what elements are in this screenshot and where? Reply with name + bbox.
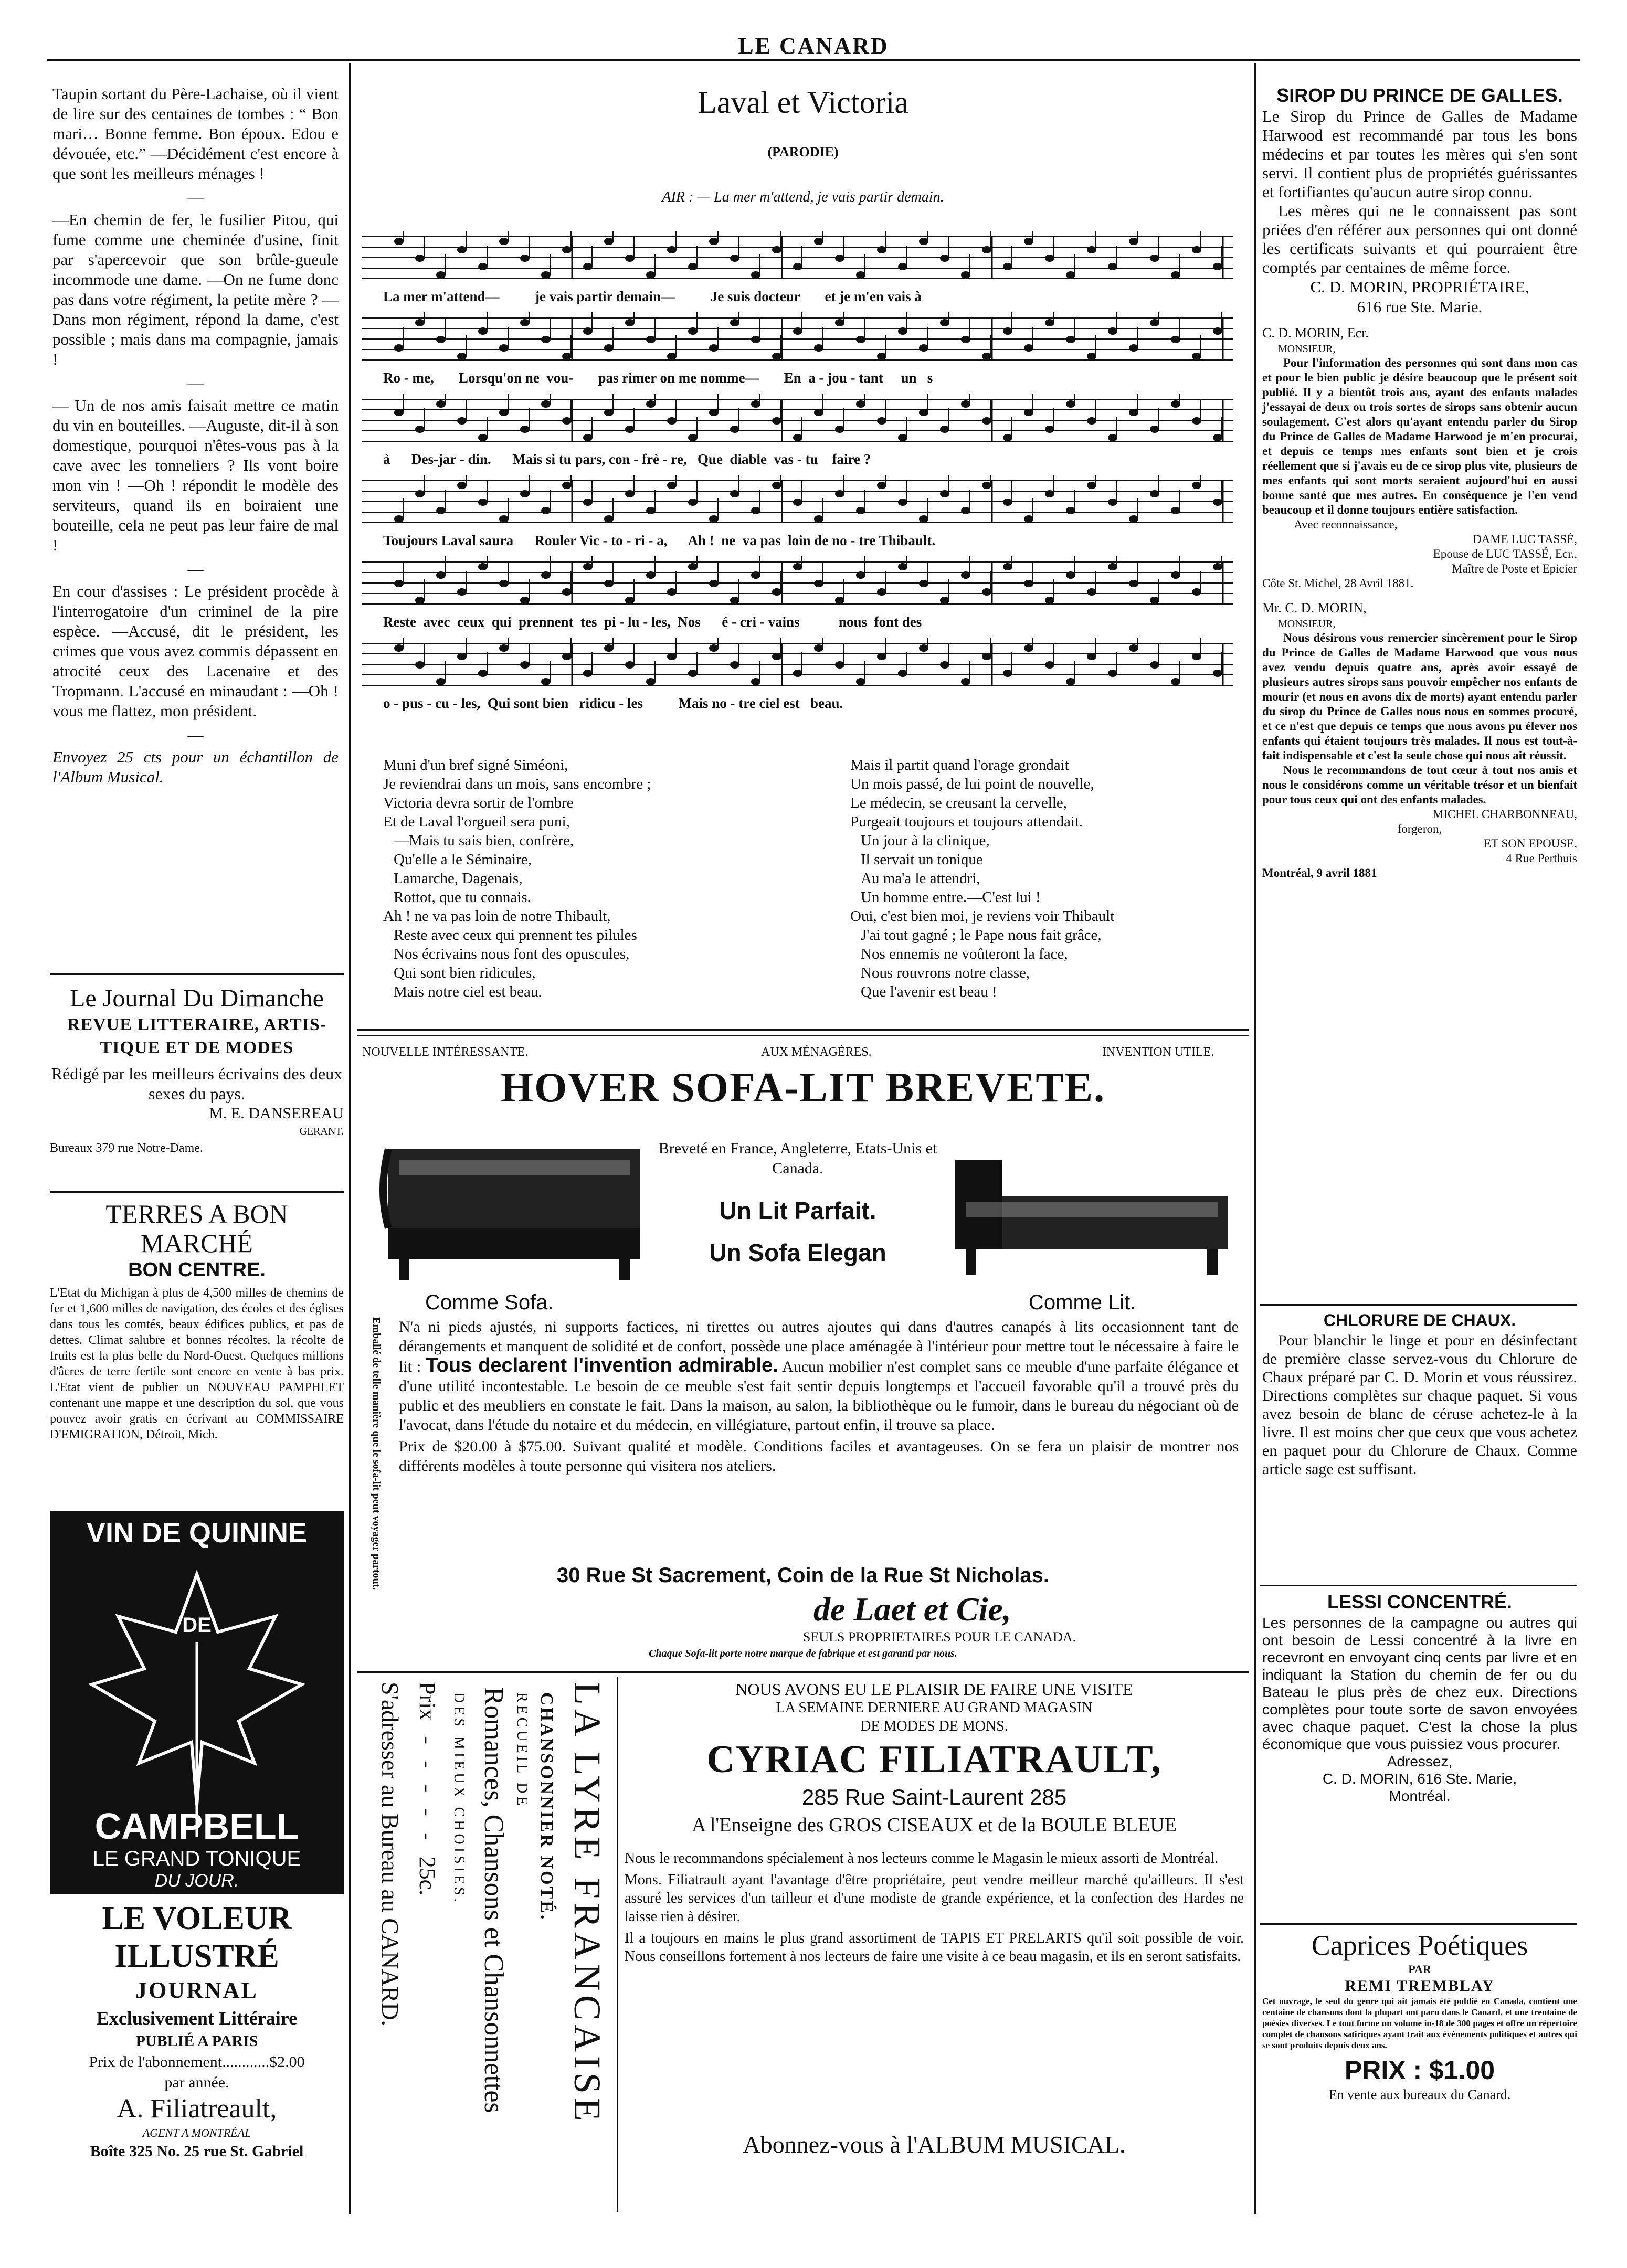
right-sep-2 [1260, 1585, 1577, 1586]
letter1-date: Côte St. Michel, 28 Avril 1881. [1262, 577, 1414, 590]
lyric-line: Ro - me, Lorsqu'on ne vou- pas rimer on me nomme— En a - jou - tant un s [383, 370, 933, 386]
letter2-sig2: forgeron, [1397, 822, 1442, 835]
verse-line: J'ai tout gagné ; le Pape nous fait grâce, [861, 927, 1102, 944]
voleur-agent-role: AGENT A MONTRÉAL [142, 2126, 251, 2139]
journal-office: Bureaux 379 rue Notre-Dame. [50, 1141, 203, 1155]
letter2-addr: 4 Rue Perthuis [1506, 852, 1577, 865]
voleur-title: LE VOLEUR ILLUSTRÉ [102, 1901, 292, 1974]
sofa-address: 30 Rue St Sacrement, Coin de la Rue St Nicholas. [556, 1564, 1050, 1587]
caprices-title: Caprices Poétiques [1311, 1930, 1528, 1961]
voleur-agent: A. Filiatreault, [117, 2094, 277, 2124]
caprices-par: PAR [1408, 1963, 1431, 1976]
left-column: Taupin sortant du Père-Lachaise, où il vient de lire sur des centaines de tombes : “ Bon mari… Bonne femme. Bon époux. Edou e dévouée, etc.” —Décidément c'est encore à que sont les meilleurs ménages ! — —En chemin de fer, le fusilier Pitou, qui fume comme une cheminée d'usine, finit par s'apercevoir que son brûle-gueule incommode une dame. —On ne fume donc pas dans votre régiment, la petite mère ? —Dans mon régiment, répond la dame, c'est possible ; mais dans ma compagnie, jamais ! — — Un de nos amis faisait mettre ce matin du vin en bouteilles. —Auguste, dit-il à son domestique, pourquoi n'êtes-vous pas à la cave avec les tonneliers ? Ils vont boire mon vin ! —Oh ! répondit le modèle des serviteurs, quand ils en boiraient une bouteille, cela ne peut pas leur faire de mal ! — En cour d'assises : Le président procède à l'interrogatoire d'un criminel de la pire espèce. —Accusé, dit le président, les crimes que vous avez commis dépassent en atrocité ceux des Lacenaire et des Tropmann. L'accusé en minaudant : —Oh ! vous me flattez, mon président. — Envoyez 25 cts pour un échantillon de l'Album Musical. [52, 84, 339, 786]
verse-line: Purgeait toujours et toujours attendait. [850, 813, 1083, 830]
page-header: LE CANARD [738, 33, 889, 59]
song-air: AIR : — La mer m'attend, je vais partir demain. [662, 189, 944, 205]
lyric-line: La mer m'attend— je vais partir demain— Je suis docteur et je m'en vais à [383, 289, 922, 304]
sofa-illustration [378, 1128, 651, 1286]
lyre-sub: CHANSONNIER NOTÉ. [537, 1692, 556, 1922]
verse-line: Lamarche, Dagenais, [394, 870, 523, 887]
quinine-ad [50, 1511, 344, 1894]
right-column [1262, 84, 1577, 881]
song-sep [357, 1029, 1249, 1031]
letter1-sig3: Maître de Poste et Epicier [1452, 562, 1577, 575]
letter2-salut: MONSIEUR, [1278, 618, 1336, 630]
letter1-close: Avec reconnaissance, [1294, 518, 1398, 531]
music-staff [362, 556, 1233, 619]
letter1-sig2: Epouse de LUC TASSÉ, Ecr., [1433, 547, 1577, 560]
letter2-to: Mr. C. D. MORIN, [1262, 600, 1367, 616]
lyre-romances: Romances, Chansons et Chansonnettes [479, 1687, 509, 2113]
letter1-salut: MONSIEUR, [1278, 343, 1336, 355]
cyriac-sign: A l'Enseigne des GROS CISEAUX et de la BOULE BLEUE [691, 1814, 1177, 1836]
left-sep-1 [50, 973, 344, 975]
sofa-firm: de Laet et Cie, [813, 1591, 1011, 1628]
lyre-address: S'adresser au Bureau au CANARD. [377, 1682, 404, 2026]
letter2-sig: MICHEL CHARBONNEAU, [1432, 808, 1577, 821]
lyre-price: Prix - - - - - 25c. [415, 1682, 440, 1896]
verse-line: Ah ! ne va pas loin de notre Thibault, [383, 908, 611, 925]
voleur-price: Prix de l'abonnement............$2.00 [89, 2053, 305, 2071]
verse-line: Muni d'un bref signé Siméoni, [383, 757, 568, 773]
album-notice: Envoyez 25 cts pour un échantillon de l'Album Musical. [52, 748, 339, 786]
lyre-ad [362, 1677, 614, 2212]
verse-line: Un mois passé, de lui point de nouvelle, [850, 776, 1094, 792]
verse-line: Au ma'a le attendri, [861, 870, 980, 887]
sofa-label-right: INVENTION UTILE. [1102, 1045, 1214, 1059]
joke-2: —En chemin de fer, le fusilier Pitou, qui fume comme une cheminée d'usine, finit par s'apercevoir que son brûle-gueule incommode une dame. —On ne fume donc pas dans votre régiment, la petite mère ? —Dans mon régiment, répond la dame, c'est possible ; mais dans ma compagnie, jamais ! [52, 210, 339, 368]
terres-ad [50, 1199, 344, 1443]
lyric-line: à Des-jar - din. Mais si tu pars, con - frè - re, Que diable vas - tu faire ? [383, 451, 871, 467]
verse-line: Victoria devra sortir de l'ombre [383, 794, 574, 811]
journal-sub1: REVUE LITTERAIRE, ARTIS- [67, 1015, 327, 1034]
joke-3: — Un de nos amis faisait mettre ce matin du vin en bouteilles. —Auguste, dit-il à son domestique, pourquoi n'êtes-vous pas à la cave avec les tonneliers ? Ils vont boire mon vin ! —Oh ! répondit le modèle des serviteurs, quand ils en boiraient une bouteille, cela ne peut pas leur faire de mal ! [52, 396, 339, 554]
right-sep-3 [1260, 1923, 1577, 1925]
verse-line: Le médecin, se creusant la cervelle, [850, 794, 1068, 811]
sirop-sig: C. D. MORIN, PROPRIÉTAIRE, [1310, 278, 1529, 296]
sofa-label-left: NOUVELLE INTÉRESSANTE. [362, 1045, 528, 1059]
sofa-declare: Tous declarent l'invention admirable. [426, 1354, 778, 1376]
quinine-sub1: LE GRAND TONIQUE [92, 1847, 301, 1870]
verse-line: Qui sont bien ridicules, [394, 965, 536, 981]
voleur-sub: JOURNAL [135, 1977, 258, 2003]
verse-line: Oui, c'est bien moi, je reviens voir Thibault [850, 908, 1115, 925]
sofa-title: HOVER SOFA-LIT BREVETE. [500, 1065, 1106, 1111]
left-sep-2 [50, 1191, 344, 1193]
chlorure-body: Pour blanchir le linge et pour en désinfectant de première classe servez-vous du Chlorure de Chaux préparé par C. D. Morin et vous réussirez. Directions complètes sur chaque paquet. Si vous avez besoin de blanc de céruse achetez-le à la livre. Il est moins cher que ceux que vous achetez en paquet pour du Chlorure de Chaux. Comme article sage est suffisant. [1262, 1332, 1577, 1478]
letter2-sig3: ET SON EPOUSE, [1484, 837, 1577, 850]
music-staff [362, 231, 1233, 294]
lessi-addr1: Adressez, [1387, 1753, 1453, 1769]
lessi-body: Les personnes de la campagne ou autres qui ont besoin de Lessi concentré à la livre en recevront en envoyant cinq cents par livre et en indiquant la Station du chemin de fer ou du Bateau le plus près de chez eux. Directions complètes pour toute sorte de savon envoyées avec chaque paquet. C'est la chose la plus économique que vous puissiez vous procurer. [1262, 1615, 1577, 1752]
voleur-l2: PUBLIÉ A PARIS [135, 2032, 258, 2050]
letter1-sig: DAME LUC TASSÉ, [1472, 533, 1577, 546]
comme-lit: Comme Lit. [1029, 1291, 1136, 1314]
sofa-price: Prix de $20.00 à $75.00. Suivant qualité et modèle. Conditions faciles et avantageuses. On se fera un plaisir de montrer nos différents modèles à toute personne qui visitera nos ateliers. [399, 1438, 1239, 1475]
journal-body: Rédigé par les meilleurs écrivains des deux sexes du pays. [51, 1064, 343, 1103]
sofa-firm-sub: SEULS PROPRIETAIRES POUR LE CANADA. [803, 1629, 1076, 1645]
sofa-side-vertical: Emballé de telle manière que le sofa-lit peut voyager partout. [371, 1317, 382, 1591]
verse-line: Je reviendrai dans un mois, sans encombre ; [383, 776, 651, 792]
sirop-body2: Les mères qui ne le connaissent pas sont priées d'en référer aux personnes qui ont donné les certificats suivants et qui pourraient être comptés par centaines de même force. [1262, 202, 1577, 277]
letter1-body: Pour l'information des personnes qui sont dans mon cas et pour le bien public je désire beaucoup que le présent soit publié. Il y a bientôt trois ans, ayant des enfants malades j'essayai de deux ou trois sortes de sirops sans obtenir aucun soulagement. C'est alors qu'ayant entendu parler du Sirop du Prince de Galles de Madame Harwood je m'en procurai, et depuis ce temps mes enfants sont bien et je crois réellement que si j'avais eu de ce sirop plus vite, plusieurs de mes enfants qui sont morts seraient aujourd'hui en aussi bonne santé que mes autres. En conséquence je l'en vend beaucoup et il donne toujours entière satisfaction. [1262, 356, 1577, 516]
sirop-body: Le Sirop du Prince de Galles de Madame Harwood est recommandé par tous les bons médecins et par toutes les mères qui s'en sont servi. Il contient plus de propriétés guérissantes et fortifiantes qu'aucun autre sirop connu. [1262, 107, 1577, 201]
cyriac-body3: Il a toujours en mains le plus grand assortiment de TAPIS ET PRELARTS qu'il soit possible de voir. Nous conseillons fortement à nos lecteurs de faire une visite à ce beau magasin, et ils en seront satisfaits. [625, 1930, 1244, 1965]
journal-sub2: TIQUE ET DE MODES [100, 1038, 294, 1057]
verse-line: Rottot, que tu connais. [394, 889, 531, 906]
letter2-body2: Nous le recommandons de tout cœur à tout nos amis et nous le considérons comme un véritable trésor et un bienfait pour tous ceux qui ont des enfants malades. [1262, 764, 1577, 806]
journal-editor: M. E. DANSEREAU [209, 1105, 344, 1122]
verse-line: —Mais tu sais bien, confrère, [394, 832, 574, 849]
letter1-to: C. D. MORIN, Ecr. [1262, 325, 1369, 341]
lessi-title: LESSI CONCENTRÉ. [1327, 1591, 1513, 1613]
sofa-sep [357, 1671, 1249, 1673]
verse-right [850, 756, 1239, 1001]
cyriac-name: CYRIAC FILIATRAULT, [706, 1738, 1162, 1781]
abonnez: Abonnez-vous à l'ALBUM MUSICAL. [743, 2131, 1126, 2158]
lyric-line: o - pus - cu - les, Qui sont bien ridicu - les Mais no - tre ciel est beau. [383, 695, 843, 711]
chlorure-title: CHLORURE DE CHAUX. [1323, 1311, 1516, 1330]
lessi-ad [1262, 1590, 1577, 1805]
verse-line: Et de Laval l'orgueil sera puni, [383, 813, 570, 830]
lyre-title: LA LYRE FRANCAISE [566, 1682, 608, 2125]
quinine-brand: CAMPBELL [94, 1806, 299, 1847]
sirop-addr: 616 rue Ste. Marie. [1357, 298, 1483, 316]
journal-ad [50, 984, 344, 1157]
letter2-date: Montréal, 9 avril 1881 [1262, 866, 1377, 879]
voleur-address: Boîte 325 No. 25 rue St. Gabriel [90, 2143, 304, 2160]
song-sep-2 [357, 1035, 1249, 1036]
music-staff [362, 312, 1233, 375]
sofa-body-2: Aucun mobilier n'est complet sans ce meuble d'une parfaite élégance et d'une utilité incontestable. Le besoin de ce meuble s'est fait sentir depuis longtemps et l'accueil favorable qu'il a trouvé près du public et des meubliers en constate le fait. Dans la maison, au salon, la bibliothèque ou le fumoir, dans le bureau du négociant où de l'avocat, dans l'étude du notaire et du médecin, en villégiature, partout enfin, il trouve sa place. [399, 1358, 1239, 1434]
lessi-addr2: C. D. MORIN, 616 Ste. Marie, [1322, 1771, 1517, 1787]
lyric-line: Toujours Laval saura Rouler Vic - to - ri - a, Ah ! ne va pas loin de no - tre Thibault. [383, 533, 936, 548]
sofa-label-mid: AUX MÉNAGÈRES. [761, 1045, 872, 1059]
terres-title: TERRES A BON MARCHÉ [105, 1199, 288, 1258]
caprices-ad [1262, 1928, 1577, 2103]
music-staff [362, 638, 1233, 701]
lessi-addr3: Montréal. [1389, 1788, 1451, 1804]
lyre-choisies: DES MIEUX CHOISIES. [451, 1692, 467, 1905]
voleur-per: par année. [164, 2074, 229, 2091]
song-title: Laval et Victoria [698, 85, 908, 120]
verse-line: Nos écrivains nous font des opuscules, [394, 946, 630, 962]
letter2-body: Nous désirons vous remercier sincèrement pour le Sirop du Prince de Galles de Madame Harwood que vous nous avez vendu depuis quatre ans, après avoir essayé de plusieurs autres sirops sans pouvoir empêcher nos enfants de mourir (et nous en avons dix de morts) ayant entendu parler du sirop du Prince de Galles nous nous en sommes procuré, et ce n'est que depuis ce temps que nous avons pu élever nos enfants qui étaient toujours très malades. Il nous est tout-à-fait indispensable et c'est la seule chose qui nous ait réussit. [1262, 631, 1577, 762]
right-sep-1 [1260, 1304, 1577, 1306]
comme-sofa: Comme Sofa. [425, 1291, 554, 1314]
sofa-ad [362, 1044, 1244, 1663]
cyriac-top2: LA SEMAINE DERNIERE AU GRAND MAGASIN [776, 1700, 1093, 1716]
voleur-l1: Exclusivement Littéraire [96, 2008, 298, 2029]
sirop-title: SIROP DU PRINCE DE GALLES. [1276, 84, 1563, 106]
verse-line: Qu'elle a le Séminaire, [394, 851, 532, 868]
verse-line: Nous rouvrons notre classe, [861, 965, 1030, 981]
caprices-price: PRIX : $1.00 [1344, 2055, 1495, 2085]
sofa-elegant: Un Sofa Elegan [709, 1239, 886, 1266]
bed-illustration [945, 1128, 1239, 1286]
lyre-sep [617, 1677, 618, 2212]
col-rule-left [349, 63, 351, 2214]
voleur-ad [50, 1900, 344, 2162]
sofa-brevete: Breveté en France, Angleterre, Etats-Unis et Canada. [658, 1140, 937, 1177]
song-sub: (PARODIE) [767, 144, 839, 160]
header-rule [47, 59, 1580, 61]
caprices-body: Cet ouvrage, le seul du genre qui ait jamais été publié en Canada, contient une centaine de chansons dont la plupart ont paru dans le Canard, et une trentaine de poésies diverses. Le tout forme un volume in-18 de 300 pages et offre un répertoire complet de chansons satiriques ayant trait aux événements politiques et autres qui se sont produits depuis deux ans. [1262, 1996, 1577, 2050]
sofa-lit-parfait: Un Lit Parfait. [719, 1197, 876, 1224]
lyre-recueil: RECUEIL DE [514, 1692, 530, 1809]
chlorure-ad [1262, 1309, 1577, 1478]
verse-left [383, 756, 793, 1001]
quinine-top: VIN DE QUININE [86, 1517, 308, 1549]
sofa-footnote: Chaque Sofa-lit porte notre marque de fabrique et est garanti par nous. [649, 1648, 957, 1659]
cyriac-body1: Nous le recommandons spécialement à nos lecteurs comme le Magasin le mieux assorti de Montréal. [625, 1850, 1219, 1867]
music-staff [362, 475, 1233, 538]
cyriac-top1: NOUS AVONS EU LE PLAISIR DE FAIRE UNE VISITE [735, 1680, 1133, 1699]
caprices-author: REMI TREMBLAY [1345, 1977, 1495, 1995]
terres-sub: BON CENTRE. [128, 1259, 266, 1281]
verse-line: Un jour à la clinique, [861, 832, 990, 849]
col-rule-right [1254, 63, 1256, 2214]
verse-line: Que l'avenir est beau ! [861, 983, 997, 1000]
joke-1: Taupin sortant du Père-Lachaise, où il vient de lire sur des centaines de tombes : “ Bon mari… Bonne femme. Bon époux. Edou e dévouée, etc.” —Décidément c'est encore à que sont les meilleurs ménages ! [52, 84, 339, 183]
lyric-line: Reste avec ceux qui prennent tes pi - lu - les, Nos é - cri - vains nous font des [383, 614, 922, 630]
caprices-foot: En vente aux bureaux du Canard. [1328, 2087, 1511, 2102]
quinine-sub2: DU JOUR. [154, 1871, 239, 1891]
sofa-body [399, 1317, 1239, 1476]
journal-role: GERANT. [299, 1126, 344, 1137]
music-staff [362, 394, 1233, 457]
joke-4: En cour d'assises : Le président procède à l'interrogatoire d'un criminel de la pire espèce. —Accusé, dit le président, les crimes que vous avez commis dépassent en atrocité ceux des Lacenaire et des Tropmann. L'accusé en minaudant : —Oh ! vous me flattez, mon président. [52, 582, 339, 720]
verse-line: Mais il partit quand l'orage grondait [850, 757, 1069, 773]
verse-line: Mais notre ciel est beau. [394, 983, 542, 1000]
verse-line: Un homme entre.—C'est lui ! [861, 889, 1041, 906]
cyriac-body2: Mons. Filiatrault ayant l'avantage d'être propriétaire, peut vendre meilleur marché qu'ailleurs. Il s'est assuré les services d'un tailleur et d'une modiste de grande expérience, et la confection des Hardes ne laisse rien à désirer. [625, 1872, 1244, 1925]
terres-body: L'Etat du Michigan à plus de 4,500 milles de chemins de fer et 1,600 milles de navigation, des écoles et des églises dans tous les comtés, beaux édifices publics, et pas de dettes. Climat salubre et bonnes récoltes, la récolte de fruits est la plus belle du Nord-Ouest. Quelques millions d'âcres de terre fertile sont encore en vente à bas prix. L'Etat vient de publier un NOUVEAU PAMPHLET contenant une mappe et une description du sol, que vous pouvez avoir gratis en écrivant au COMMISSAIRE D'EMIGRATION, Détroit, Mich. [50, 1286, 344, 1442]
verse-line: Reste avec ceux qui prennent tes pilules [394, 927, 637, 944]
journal-title: Le Journal Du Dimanche [70, 984, 324, 1012]
cyriac-address: 285 Rue Saint-Laurent 285 [801, 1785, 1067, 1809]
cyriac-top3: DE MODES DE MONS. [860, 1718, 1008, 1734]
verse-line: Nos ennemis ne voûteront la face, [861, 946, 1068, 962]
quinine-de: DE [182, 1614, 212, 1637]
verse-line: Il servait un tonique [861, 851, 983, 868]
sofa-body-1: N'a ni pieds ajustés, ni supports factices, ni tirettes ou autres ajoutes qui dans d'autres canapés à lits occasionnent tant de dérangements et manquent de solidité et de confort, possède une place aménagée à l'intérieur pour mettre tout le nécessaire à faire le lit : [399, 1318, 1239, 1375]
cyriac-ad [625, 1679, 1244, 1966]
